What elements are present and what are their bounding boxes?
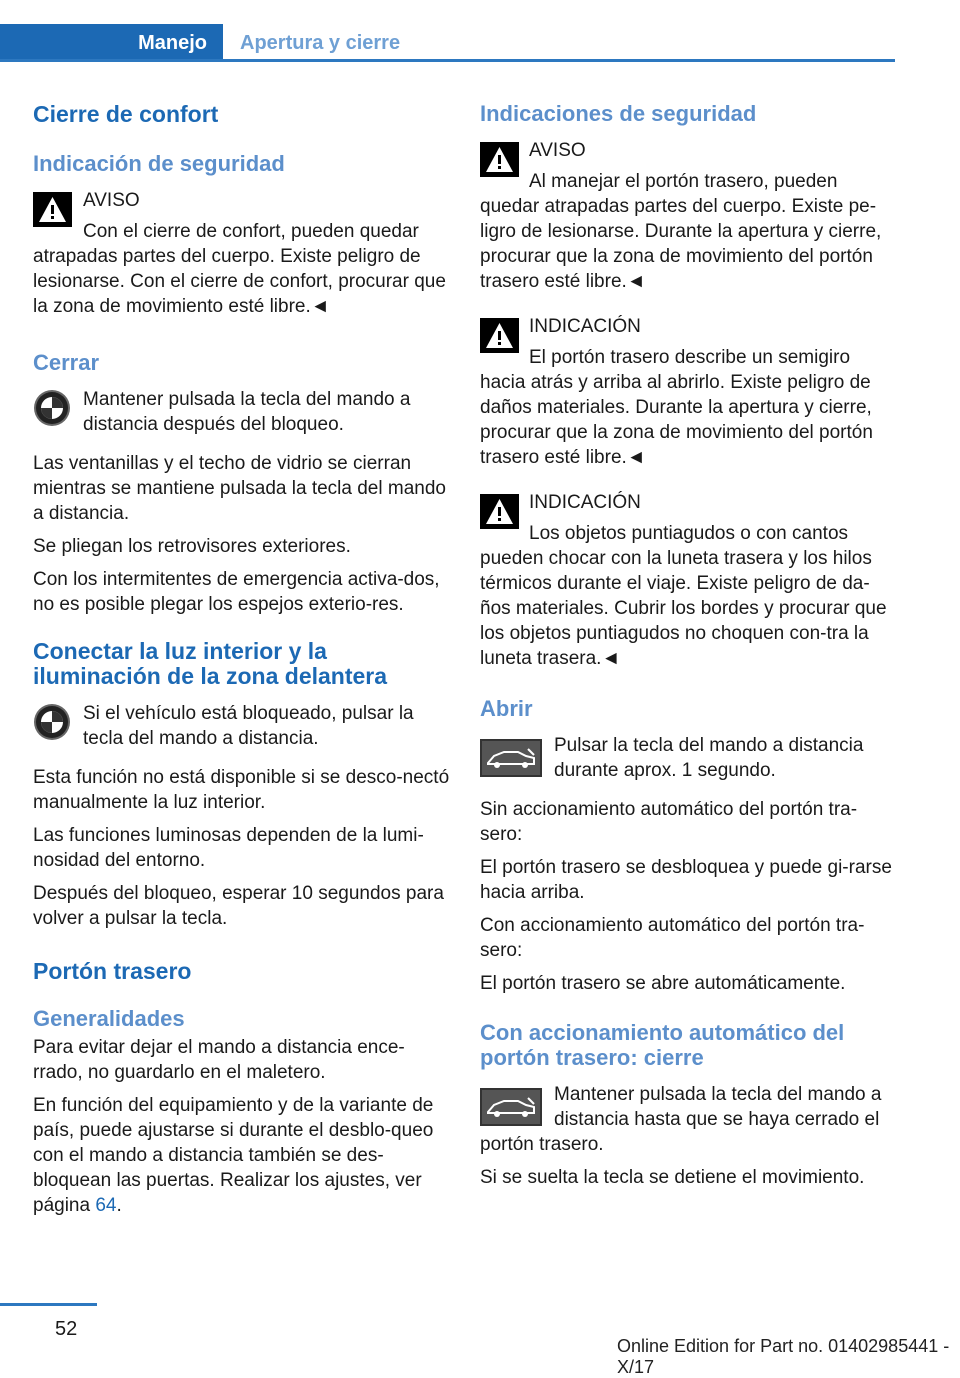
- bmw-logo-icon: [33, 387, 71, 434]
- bmw-logo-icon: [33, 701, 71, 748]
- warning-label: AVISO: [83, 190, 140, 211]
- footer-rule: [0, 1303, 97, 1306]
- page-link[interactable]: 64: [95, 1195, 117, 1216]
- auto-close-instruction: [480, 1082, 895, 1157]
- open-text: Pulsar la tecla del mando a distancia durante aprox. 1 segundo.: [554, 735, 864, 781]
- heading-safety: Indicación de seguridad: [33, 151, 285, 176]
- notice-text-rest: pueden chocar con la luneta trasera y los hilos térmicos durante el viaje. Existe peligro de da-ños materiales. Cubrir los bordes y procurar que los objetos puntiagudos no choquen con-tra la luneta trasera.◄: [480, 548, 887, 669]
- warning-icon: [480, 318, 519, 358]
- para-windows: Las ventanillas y el techo de vidrio se cierran mientras se mantiene pulsada la tecla del mando a distancia.: [33, 453, 446, 524]
- para-unlock: El portón trasero se desbloquea y puede gi-rarse hacia arriba.: [480, 857, 892, 903]
- light-text: Si el vehículo está bloqueado, pulsar la tecla del mando a distancia.: [83, 703, 414, 749]
- warning-text-rest: quedar atrapadas partes del cuerpo. Existe pe-ligro de lesionarse. Durante la apertura y cierre, procurar que la zona de movimiento del portón trasero esté libre.◄: [480, 196, 882, 292]
- heading-open: Abrir: [480, 696, 533, 721]
- notice-label: INDICACIÓN: [529, 492, 641, 513]
- open-instruction: [480, 733, 895, 783]
- para-settings-text: En función del equipamiento y de la variante de país, puede ajustarse si durante el desblo-queo con el mando a distancia también se des-bloquean las puertas. Realizar los ajustes, ver página: [33, 1095, 434, 1216]
- page-number: 52: [55, 1318, 78, 1340]
- notice-text-rest: hacia atrás y arriba al abrirlo. Existe peligro de daños materiales. Durante la apertura y cierre, procurar que la zona de movimiento del portón trasero esté libre.◄: [480, 372, 873, 468]
- para-no-auto: Sin accionamiento automático del portón tra-sero:: [480, 799, 858, 845]
- para-release: Si se suelta la tecla se detiene el movimiento.: [480, 1167, 865, 1188]
- notice-label: INDICACIÓN: [529, 316, 641, 337]
- header-rule: [0, 59, 895, 62]
- auto-close-text-rest: portón trasero.: [480, 1134, 604, 1155]
- heading-light: Conectar la luz interior y la iluminación de la zona delantera: [33, 638, 388, 689]
- warning-text-rest: atrapadas partes del cuerpo. Existe peligro de lesionarse. Con el cierre de confort, procurar que la zona de movimiento esté libre.◄: [33, 246, 446, 317]
- para-key-trunk: Para evitar dejar el mando a distancia ence-rrado, no guardarlo en el maletero.: [33, 1037, 405, 1083]
- edition-note: Online Edition for Part no. 01402985441 - X/17: [617, 1336, 950, 1377]
- tailgate-key-icon: [480, 739, 542, 782]
- close-instruction: [33, 387, 450, 437]
- heading-general: Generalidades: [33, 1006, 185, 1031]
- light-instruction: [33, 701, 450, 751]
- header-bar: [0, 0, 895, 62]
- close-text: Mantener pulsada la tecla del mando a distancia después del bloqueo.: [83, 389, 411, 435]
- para-unavailable: Esta función no está disponible si se desco-nectó manualmente la luz interior.: [33, 767, 450, 813]
- warning-text-first: Con el cierre de confort, pueden quedar: [83, 221, 419, 242]
- warning-icon: [480, 142, 519, 182]
- para-with-auto: Con accionamiento automático del portón tra-sero:: [480, 915, 865, 961]
- notice-text-first: El portón trasero describe un semigiro: [529, 347, 851, 368]
- warning-icon: [480, 494, 519, 534]
- para-hazard: Con los intermitentes de emergencia activa-dos, no es posible plegar los espejos exterio-res.: [33, 569, 440, 615]
- right-column: [480, 100, 895, 1190]
- para-settings-end: .: [116, 1195, 122, 1216]
- left-column: [33, 100, 450, 1218]
- warning-icon: [33, 192, 72, 232]
- notice-text-first: Los objetos puntiagudos o con cantos: [529, 523, 849, 544]
- para-opens: El portón trasero se abre automáticamente.: [480, 973, 846, 994]
- para-mirrors: Se pliegan los retrovisores exteriores.: [33, 536, 351, 557]
- notice-block: [480, 490, 895, 671]
- tab-apertura[interactable]: Apertura y cierre: [240, 32, 401, 54]
- warning-text-first: Al manejar el portón trasero, pueden: [529, 171, 838, 192]
- para-settings: [33, 1093, 450, 1218]
- auto-close-text-first: Mantener pulsada la tecla del mando a distancia hasta que se haya cerrado el: [554, 1084, 882, 1130]
- heading-safety-right: Indicaciones de seguridad: [480, 101, 757, 126]
- heading-close: Cerrar: [33, 350, 100, 375]
- warning-block: [33, 188, 450, 319]
- warning-block: [480, 138, 895, 294]
- notice-block: [480, 314, 895, 470]
- tailgate-key-icon: [480, 1088, 542, 1131]
- heading-comfort: Cierre de confort: [33, 101, 219, 127]
- para-luminosity: Las funciones luminosas dependen de la lumi-nosidad del entorno.: [33, 825, 424, 871]
- para-wait: Después del bloqueo, esperar 10 segundos para volver a pulsar la tecla.: [33, 883, 444, 929]
- tab-manejo[interactable]: [0, 24, 223, 62]
- heading-auto-close: Con accionamiento automático del portón trasero: cierre: [480, 1020, 845, 1070]
- heading-tailgate: Portón trasero: [33, 958, 192, 984]
- tab-manejo-label: Manejo: [138, 32, 207, 54]
- warning-label: AVISO: [529, 140, 586, 161]
